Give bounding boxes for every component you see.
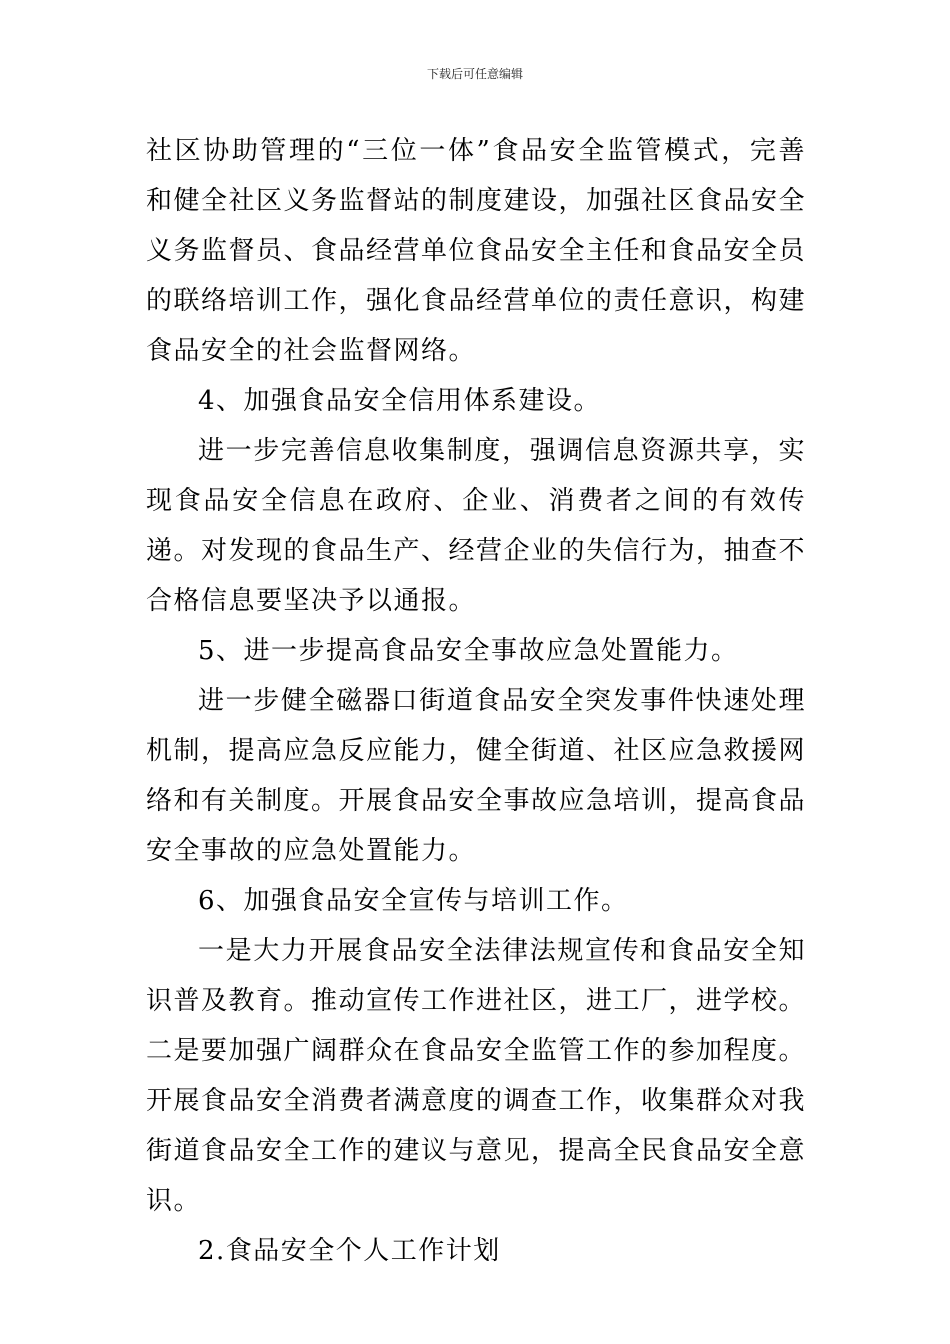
- page-header: 下载后可任意编辑: [426, 67, 523, 81]
- document-subtitle: 2.食品安全个人工作计划: [198, 1236, 501, 1266]
- paragraph-continuation: 社区协助管理的“三位一体”食品安全监管模式，完善和健全社区义务监督站的制度建设，加强社区食品安全义务监督员、食品经营单位食品安全主任和食品安全员的联络培训工作，强化食品经营单位的责任意识，构建食品安全的社会监督网络。: [146, 136, 807, 366]
- section-heading-4: 4、加强食品安全信用体系建设。: [198, 386, 602, 416]
- paragraph-credit-system: 进一步完善信息收集制度，强调信息资源共享，实现食品安全信息在政府、企业、消费者之间的有效传递。对发现的食品生产、经营企业的失信行为，抽查不合格信息要坚决予以通报。: [146, 436, 807, 616]
- document-body: [146, 126, 806, 1276]
- paragraph-emergency: 进一步健全磁器口街道食品安全突发事件快速处理机制，提高应急反应能力，健全街道、社区应急救援网络和有关制度。开展食品安全事故应急培训，提高食品安全事故的应急处置能力。: [146, 686, 807, 866]
- paragraph-publicity: 一是大力开展食品安全法律法规宣传和食品安全知识普及教育。推动宣传工作进社区，进工厂，进学校。二是要加强广阔群众在食品安全监管工作的参加程度。开展食品安全消费者满意度的调查工作，收集群众对我街道食品安全工作的建议与意见，提高全民食品安全意识。: [146, 936, 807, 1216]
- section-heading-5: 5、进一步提高食品安全事故应急处置能力。: [198, 636, 739, 666]
- section-heading-6: 6、加强食品安全宣传与培训工作。: [198, 886, 629, 916]
